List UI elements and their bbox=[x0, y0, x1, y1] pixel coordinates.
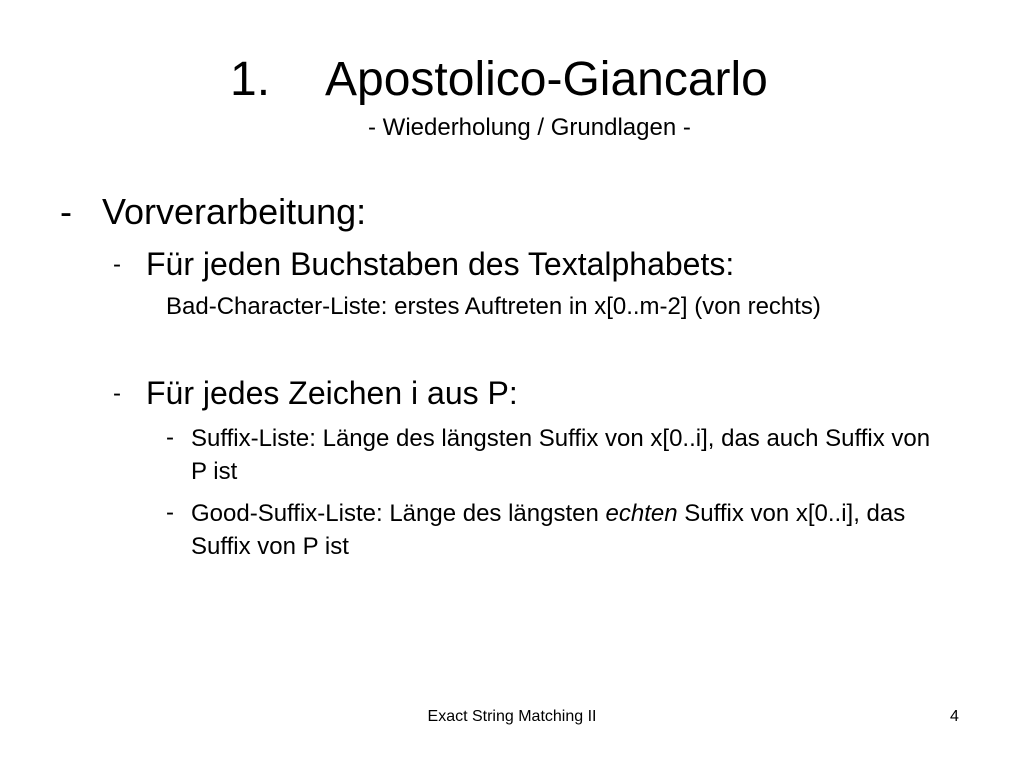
bullet-dash: - bbox=[113, 380, 121, 407]
good-suffix-text-end: Suffix von x[0..i], das Suffix von P ist bbox=[191, 500, 906, 560]
good-suffix-list-text bbox=[191, 497, 911, 563]
bullet-zeichen-aus-p: Für jedes Zeichen i aus P: bbox=[146, 375, 518, 411]
bullet-vorverarbeitung: Vorverarbeitung: bbox=[102, 191, 367, 232]
slide-subtitle: - Wiederholung / Grundlagen - bbox=[368, 114, 691, 141]
emphasis-echten: echten bbox=[605, 500, 678, 527]
bullet-dash: - bbox=[166, 424, 174, 451]
footer-title: Exact String Matching II bbox=[427, 708, 597, 725]
title-number: 1. bbox=[230, 53, 271, 106]
bad-character-list-text: Bad-Character-Liste: erstes Auftreten in x[0..m-2] (von rechts) bbox=[166, 293, 821, 320]
page-number: 4 bbox=[950, 708, 959, 725]
slide-title: Apostolico-Giancarlo bbox=[325, 53, 768, 106]
bullet-dash: - bbox=[166, 499, 174, 526]
suffix-list-text: Suffix-Liste: Länge des längsten Suffix von x[0..i], das auch Suffix von P ist bbox=[191, 425, 931, 485]
good-suffix-text-start: Good-Suffix-Liste: Länge des längsten bbox=[191, 500, 606, 527]
bullet-textalphabet: Für jeden Buchstaben des Textalphabets: bbox=[146, 246, 735, 282]
bullet-dash: - bbox=[60, 191, 72, 232]
bullet-dash: - bbox=[113, 251, 121, 278]
